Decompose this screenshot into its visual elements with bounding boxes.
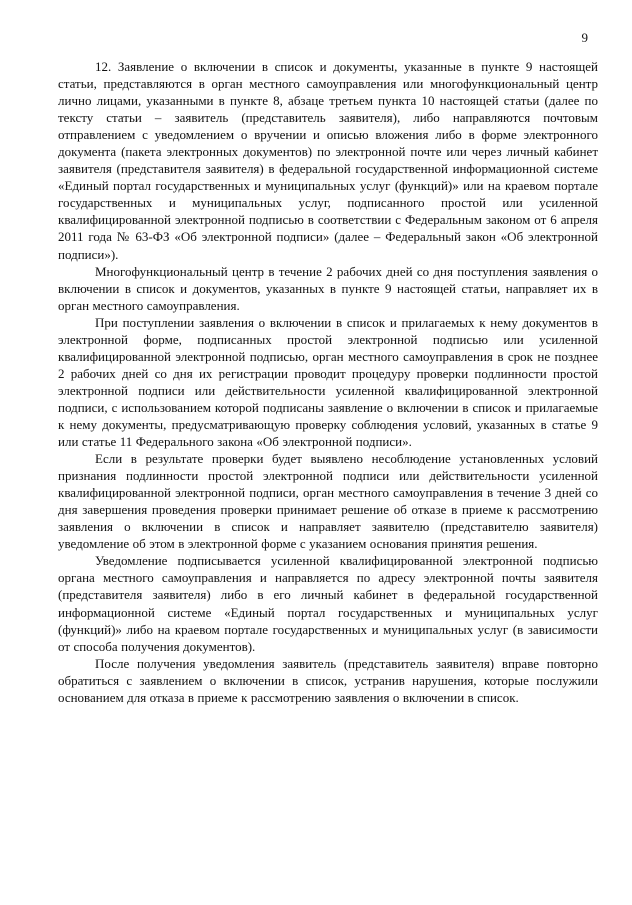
page-number: 9 (581, 30, 588, 45)
paragraph-electronic-signature-check: При поступлении заявления о включении в список и прилагаемых к нему документов в электронной форме, подписанных простой электронной подписью или усиленной квалифицированной электронной подписью, орган местного самоуправления в срок не позднее 2 рабочих дней со дня их регистрации проводит процедуру проверки подлинности простой электронной подписи или действительности усиленной квалифицированной электронной подписи, с использованием которой подписаны заявление о включении в список и прилагаемые к нему документы, предусматривающую проверку соблюдения условий, указанных в статье 9 или статье 11 Федерального закона «Об электронной подписи». (58, 314, 598, 450)
document-body (58, 58, 598, 706)
paragraph-notification-delivery: Уведомление подписывается усиленной квалифицированной электронной подписью органа местного самоуправления и направляется по адресу электронной почты заявителя (представителя заявителя) либо в его личный кабинет в федеральной государственной информационной системе «Единый портал государственных и муниципальных услуг (функций)» либо на краевом портале государственных и муниципальных услуг (в зависимости от способа получения документов). (58, 553, 598, 654)
paragraph-refusal-decision: Если в результате проверки будет выявлено несоблюдение установленных условий признания подлинности простой электронной подписи или действительности усиленной квалифицированной электронной подписи, орган местного самоуправления в течение 3 дней со дня завершения проведения проверки принимает решение об отказе в приеме к рассмотрению заявления о включении в список и направляет заявителю (представителю заявителя) уведомление об этом в электронной форме с указанием основания принятия решения. (58, 451, 598, 552)
paragraph-mfc-forwarding: Многофункциональный центр в течение 2 рабочих дней со дня поступления заявления о включении в список и документов, указанных в пункте 9 настоящей статьи, направляет их в орган местного самоуправления. (58, 263, 598, 313)
paragraph-resubmission: После получения уведомления заявитель (представитель заявителя) вправе повторно обратиться с заявлением о включении в список, устранив нарушения, которые послужили основанием для отказа в приеме к рассмотрению заявления о включении в список. (58, 655, 598, 705)
paragraph-12-submission: 12. Заявление о включении в список и документы, указанные в пункте 9 настоящей статьи, представляются в орган местного самоуправления или многофункциональный центр лично лицами, указанными в пункте 8, абзаце третьем пункта 10 настоящей статьи (далее по тексту статьи – заявитель (представитель заявителя), либо направляются почтовым отправлением с уведомлением о вручении и описью вложения либо в форме электронного документа (пакета электронных документов) по электронной почте или через личный кабинет заявителя (представителя заявителя) в федеральной государственной информационной системе «Единый портал государственных и муниципальных услуг (функций)» или на краевом портале государственных и муниципальных услуг, подписанного простой или усиленной квалифицированной электронной подписью в соответствии с Федеральным законом от 6 апреля 2011 года № 63-ФЗ «Об электронной подписи» (далее – Федеральный закон «Об электронной подписи»). (58, 59, 598, 262)
